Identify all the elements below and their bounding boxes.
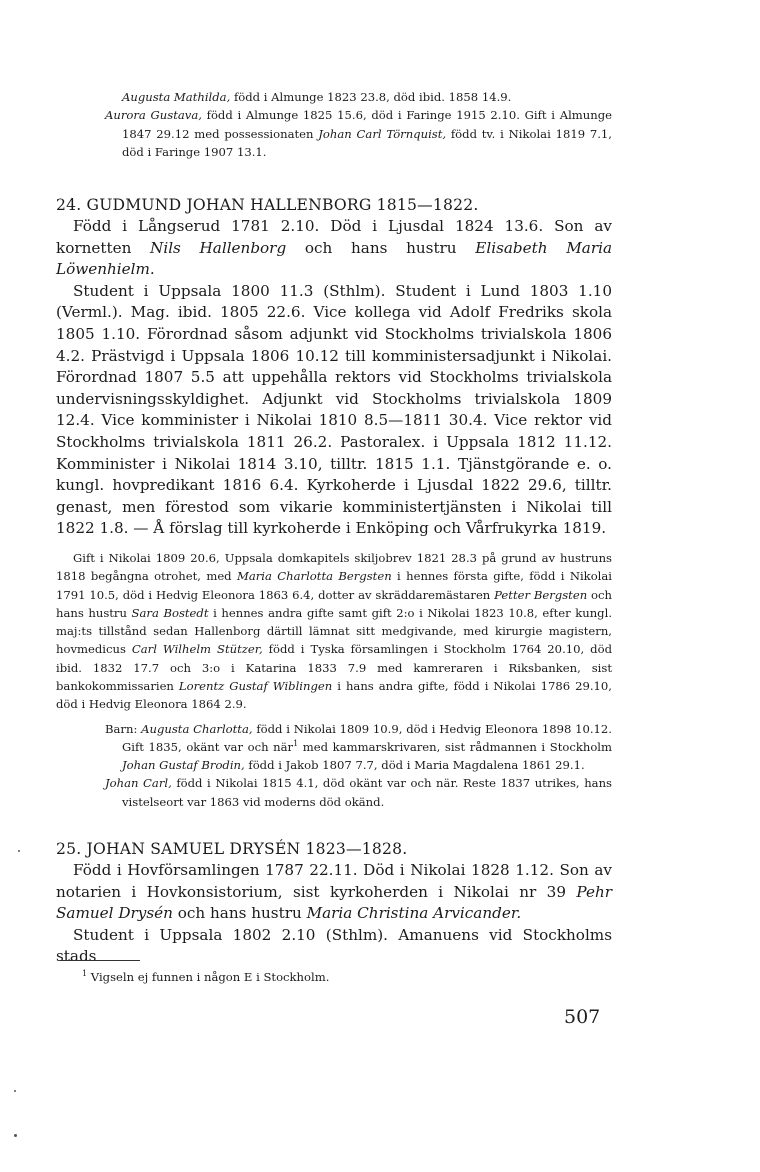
child-item: Barn: Augusta Charlotta, född i Nikolai 1809 10.9, död i Hedvig Eleonora 1898 10.12. Gift 1835, okänt var och när$^1$ med kammarskrivaren, sist rådmannen i Stockholm Johan Gustaf Brodin, född i Jakob 1807 7.7, död i Maria Magdalena 1861 29.1. bbox=[105, 721, 612, 773]
entry-25 bbox=[56, 838, 612, 968]
page-number: 507 bbox=[564, 1006, 601, 1028]
entry-24 bbox=[56, 194, 612, 811]
entry-biography: Född i Långserud 1781 2.10. Död i Ljusdal 1824 13.6. Son av kornetten Nils Hallenborg och hans hustru Elisabeth Maria Löwenhielm. bbox=[56, 217, 612, 279]
footnote-mark: 1 bbox=[293, 739, 299, 749]
child-item: Johan Carl, född i Nikolai 1815 4.1, död okänt var och när. Reste 1837 utrikes, hans vistelseort var 1863 vid moderns död okänd. bbox=[105, 776, 612, 809]
scan-speck bbox=[14, 1134, 17, 1137]
scan-speck bbox=[14, 1090, 16, 1092]
entry-career: Student i Uppsala 1802 2.10 (Sthlm). Amanuens vid Stockholms stads bbox=[56, 925, 612, 966]
entry-marriage: Gift i Nikolai 1809 20.6, Uppsala domkapitels skiljobrev 1821 28.3 på grund av hustruns 1818 begångna otrohet, med Maria Charlotta Bergsten i hennes första gifte, född i Nikolai 1791 10.5, död i Hedvig Eleonora 1863 6.4, dotter av skräddaremästaren Petter Bergsten och hans hustru Sara Bostedt i hennes andra gifte samt gift 2:o i Nikolai 1823 10.8, efter kungl. maj:ts tillstånd sedan Hallenborg därtill lämnat sitt medgivande, med kirurgie magistern, hovmedicus Carl Wilhelm Stützer, född i Tyska församlingen i Stockholm 1764 20.10, död ibid. 1832 17.7 och 3:o i Katarina 1833 7.9 med kamreraren i Riksbanken, sist bankokommissarien Lorentz Gustaf Wiblingen i hans andra gifte, född i Nikolai 1786 29.10, död i Hedvig Eleonora 1864 2.9. bbox=[56, 550, 613, 712]
previous-entry-children bbox=[56, 88, 612, 161]
child-item: Augusta Mathilda, född i Almunge 1823 23.8, död ibid. 1858 14.9. bbox=[122, 90, 512, 104]
entry-heading: 24. GUDMUND JOHAN HALLENBORG 1815—1822. bbox=[56, 196, 479, 214]
entry-career: Student i Uppsala 1800 11.3 (Sthlm). Student i Lund 1803 1.10 (Verml.). Mag. ibid. 1805 22.6. Vice kollega vid Adolf Fredriks skola 1805 1.10. Förordnad såsom adjunkt vid Stockholms trivialskola 1806 4.2. Prästvigd i Uppsala 1806 10.12 till komministersadjunkt i Nikolai. Förordnad 1807 5.5 att uppehålla rektors vid Stockholms trivialskola undervisningsskyldighet. Adjunkt vid Stockholms trivialskola 1809 12.4. Vice komminister i Nikolai 1810 8.5—1811 30.4. Vice rektor vid Stockholms trivialskola 1811 26.2. Pastoralex. i Uppsala 1812 11.12. Komminister i Nikolai 1814 3.10, tilltr. 1815 1.1. Tjänstgörande e. o. kungl. hovpredikant 1816 6.4. Kyrkoherde i Ljusdal 1822 29.6, tilltr. genast, men förestod som vikarie komministertjänsten i Nikolai till 1822 1.8. — Å förslag till kyrkoherde i Enköping och Vårfrukyrka 1819. bbox=[56, 281, 612, 538]
entry-children bbox=[56, 720, 612, 811]
child-item: Aurora Gustava, född i Almunge 1825 15.6, död i Faringe 1915 2.10. Gift i Almunge 1847 29.12 med possessionaten Johan Carl Törnquist, född tv. i Nikolai 1819 7.1, död i Faringe 1907 13.1. bbox=[105, 108, 612, 159]
footnote-divider bbox=[60, 960, 140, 961]
entry-biography: Född i Hovförsamlingen 1787 22.11. Död i Nikolai 1828 1.12. Son av notarien i Hovkonsistorium, sist kyrkoherden i Nikolai nr 39 Pehr Samuel Drysén och hans hustru Maria Christina Arvicander. bbox=[56, 861, 612, 923]
scan-speck bbox=[18, 850, 20, 852]
entry-heading: 25. JOHAN SAMUEL DRYSÉN 1823—1828. bbox=[56, 840, 408, 858]
footnote: $^1$ Vigseln ej funnen i någon E i Stockholm. bbox=[82, 969, 330, 984]
